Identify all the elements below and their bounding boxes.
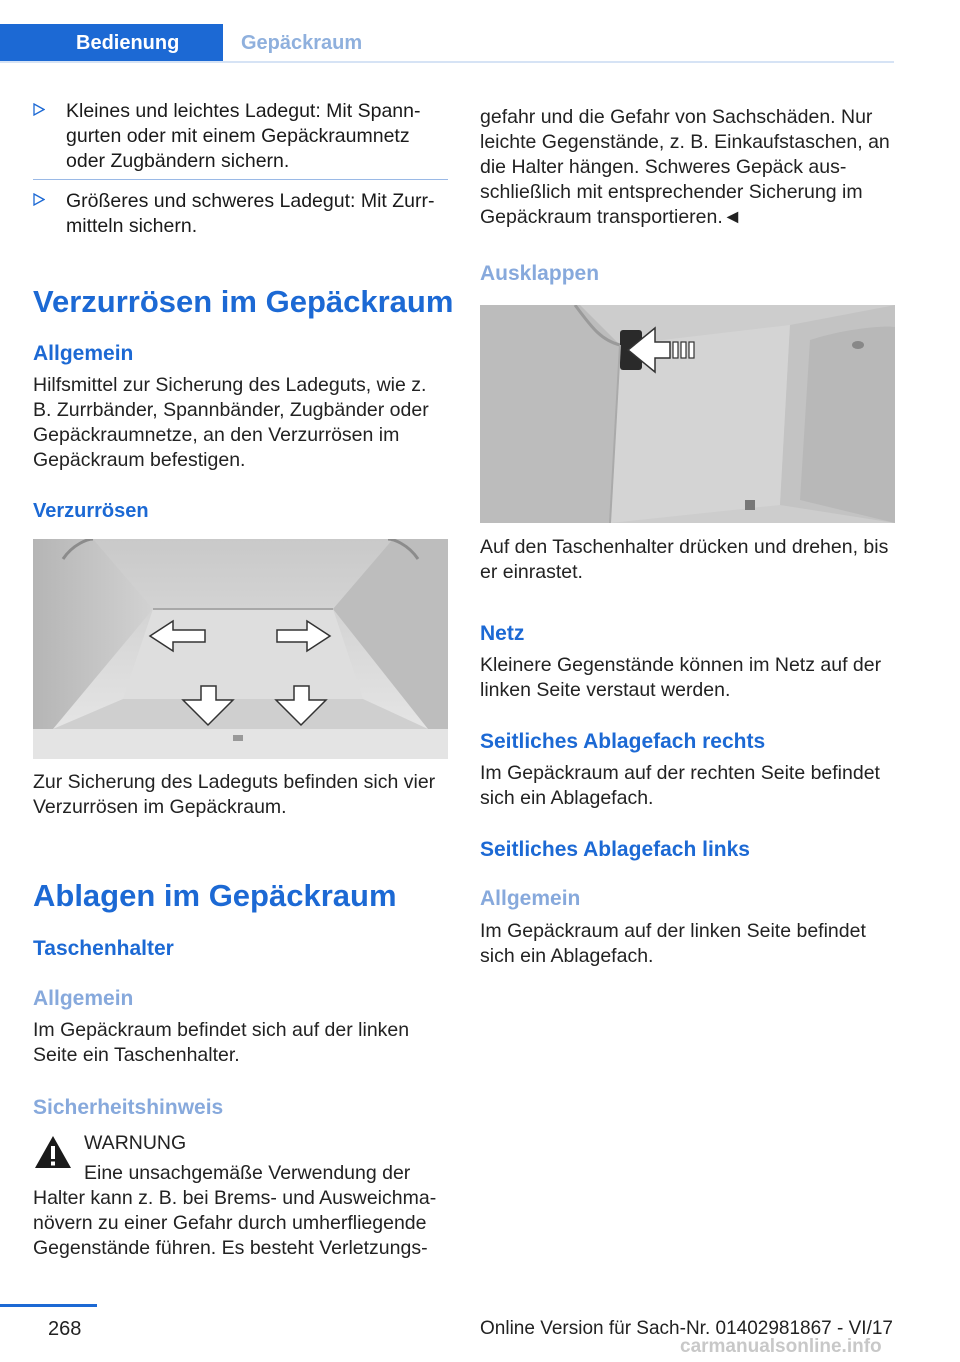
warning-icon (33, 1133, 73, 1171)
subheading-netz: Netz (480, 622, 525, 645)
page-number: 268 (48, 1318, 82, 1340)
paragraph-ablagefach-rechts: Im Gepäckraum auf der rechten Seite befindet sich ein Ablagefach. (480, 762, 880, 809)
paragraph-allgemein: Hilfsmittel zur Sicherung des Ladeguts, wie z. B. Zurrbänder, Spannbänder, Zugbänder oder Gepäckraumnetze, an den Verzurrösen im Gepäckraum befestigen. (33, 374, 429, 471)
footer-divider (0, 1304, 97, 1307)
triangle-bullet-icon (33, 103, 45, 116)
trunk-lashing-eyes-image (33, 539, 448, 759)
warning-label: WARNUNG (84, 1132, 187, 1154)
subheading-sicherheitshinweis: Sicherheitshinweis (33, 1096, 224, 1119)
subheading-allgemein: Allgemein (33, 342, 134, 365)
subheading-ausklappen: Ausklappen (480, 262, 600, 285)
bullet-text: Größeres und schweres Ladegut: Mit Zurrmitteln sichern. (66, 190, 435, 237)
triangle-bullet-icon (33, 193, 45, 206)
subheading-allgemein-3: Allgemein (480, 887, 581, 910)
subheading-ablagefach-links: Seitliches Ablagefach links (480, 838, 750, 861)
list-divider (33, 179, 448, 180)
header-divider (0, 61, 894, 63)
subheading-allgemein-2: Allgemein (33, 987, 134, 1010)
bullet-text: Kleines und leichtes Ladegut: Mit Spanngurten oder mit einem Gepäckraumnetz oder Zugbändern sichern. (66, 100, 421, 172)
warning-line-1: Eine unsachgemäße Verwendung der (84, 1162, 411, 1184)
paragraph-verzurroesen: Zur Sicherung des Ladeguts befinden sich vier Verzurrösen im Gepäckraum. (33, 771, 436, 818)
bag-holder-image (480, 305, 895, 523)
subheading-taschenhalter: Taschenhalter (33, 937, 174, 960)
tab-gepaeckraum[interactable]: Gepäckraum (241, 32, 363, 54)
subheading-ablagefach-rechts: Seitliches Ablagefach rechts (480, 730, 766, 753)
paragraph-continued: gefahr und die Gefahr von Sachschäden. Nur leichte Gegenstände, z. B. Einkaufstaschen, an die Halter hängen. Schweres Gepäck ausschließlich mit entsprechender Sicherung im Gepäckraum transportieren.◄ (480, 106, 890, 228)
section-title-verzurroesen: Verzurrösen im Gepäckraum (33, 284, 454, 319)
section-title-ablagen: Ablagen im Gepäckraum (33, 878, 397, 913)
paragraph-ausklappen: Auf den Taschenhalter drücken und drehen, bis er einrastet. (480, 536, 889, 583)
warning-text: Halter kann z. B. bei Brems- und Ausweichmanövern zu einer Gefahr durch umherfliegende Gegenstände führen. Es besteht Verletzungs- (33, 1187, 437, 1259)
tab-bedienung[interactable]: Bedienung (0, 24, 223, 62)
bag-holder-illustration (480, 305, 895, 523)
watermark: carmanualsonline.info (680, 1336, 882, 1357)
trunk-illustration (33, 539, 448, 759)
paragraph-taschenhalter: Im Gepäckraum befindet sich auf der linken Seite ein Taschenhalter. (33, 1019, 410, 1066)
paragraph-netz: Kleinere Gegenstände können im Netz auf der linken Seite verstaut werden. (480, 654, 882, 701)
page-header (0, 0, 960, 64)
online-version-note: Online Version für Sach-Nr. 01402981867 - VI/17 (480, 1318, 893, 1339)
subheading-verzurroesen: Verzurrösen (33, 500, 149, 522)
paragraph-ablagefach-links: Im Gepäckraum auf der linken Seite befindet sich ein Ablagefach. (480, 920, 866, 967)
